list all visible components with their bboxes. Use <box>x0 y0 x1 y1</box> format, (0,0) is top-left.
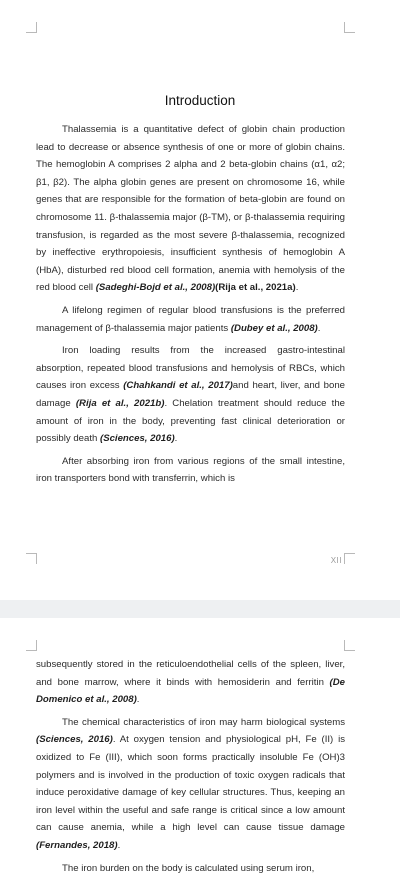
paragraph <box>36 342 345 448</box>
paragraph-text: The chemical characteristics of iron may harm biological systems <box>62 716 345 728</box>
page-number: XII <box>330 556 342 565</box>
margin-corner-mark <box>344 553 355 564</box>
paragraph-text: . <box>117 839 121 851</box>
paragraph <box>36 860 345 878</box>
page-separator <box>0 600 400 618</box>
margin-corner-mark <box>344 640 355 651</box>
paragraph <box>36 302 345 337</box>
margin-corner-mark <box>344 22 355 33</box>
citation: (Sciences, 2016) <box>36 734 113 746</box>
paragraph-text: Iron loading results from the increased gastro-intestinal absorption, repeated blood transfusions and hemolysis of RBCs, which causes iron excess <box>36 345 345 392</box>
paragraph-text: The iron burden on the body is calculated using serum iron, <box>62 862 315 874</box>
citation: (Sadeghi-Bojd et al., 2008) <box>95 282 216 294</box>
citation: (Sciences, 2016) <box>100 433 175 445</box>
body-text <box>36 656 345 882</box>
section-heading: Introduction <box>164 93 236 108</box>
paragraph-text: . At oxygen tension and physiological pH, Fe (II) is oxidized to Fe (III), which soon forms practically insoluble Fe (OH)3 polymers and is involved in the production of toxic oxygen radicals that induce peroxidative damage of key cellular structures. Thus, keeping an iron level within the useful and safe range is critical since a low amount can cause anemia, while a high level can cause tissue damage <box>36 734 345 834</box>
citation: (De Domenico et al., 2008) <box>36 676 345 706</box>
paragraph-text: . <box>295 282 299 294</box>
citation: (Chahkandi et al., 2017) <box>123 380 233 392</box>
paragraph-text: and heart, liver, and bone damage <box>36 380 346 409</box>
citation: (Dubey et al., 2008) <box>230 322 318 334</box>
margin-corner-mark <box>26 22 37 33</box>
citation: (Fernandes, 2018) <box>36 839 118 851</box>
body-text <box>36 121 345 493</box>
paragraph-text: . <box>317 322 321 334</box>
citation: (Rija et al., 2021b) <box>75 397 165 409</box>
paragraph-text: A lifelong regimen of regular blood transfusions is the preferred management of β-thalassemia major patients <box>36 304 345 334</box>
paragraph-text: subsequently stored in the reticuloendothelial cells of the spleen, liver, and bone marrow, where it binds with hemosiderin and ferritin <box>36 659 345 688</box>
citation: (Rija et al., 2021a) <box>215 282 296 294</box>
paragraph-text: . <box>136 694 140 706</box>
paragraph <box>36 121 345 297</box>
paragraph-text: After absorbing iron from various regions of the small intestine, iron transporters bond with transferrin, which is <box>36 455 345 485</box>
margin-corner-mark <box>26 553 37 564</box>
paragraph <box>36 656 345 709</box>
paragraph <box>36 714 345 855</box>
paragraph <box>36 453 345 488</box>
paragraph-text: . <box>174 433 178 445</box>
margin-corner-mark <box>26 640 37 651</box>
paragraph-text: Thalassemia is a quantitative defect of globin chain production lead to decrease or absence synthesis of one or more of globin chains. The hemoglobin A comprises 2 alpha and 2 beta-globin chains (α1, α2; β1, β2). The alpha globin genes are present on chromosome 16, while genes that are responsible for the formation of beta-globin are found on chromosome 11. β-thalassemia major (β-TM), or β-thalassemia requiring transfusion, is regarded as the most severe β-thalassemia, recognized by ineffective erythropoiesis, insufficient synthesis of hemoglobin A (HbA), disturbed red blood cell formation, anemia with hemolysis of the red blood cell <box>36 124 345 294</box>
paragraph-text: . Chelation treatment should reduce the amount of iron in the body, preventing fast clinical deterioration or possibly death <box>36 397 346 445</box>
